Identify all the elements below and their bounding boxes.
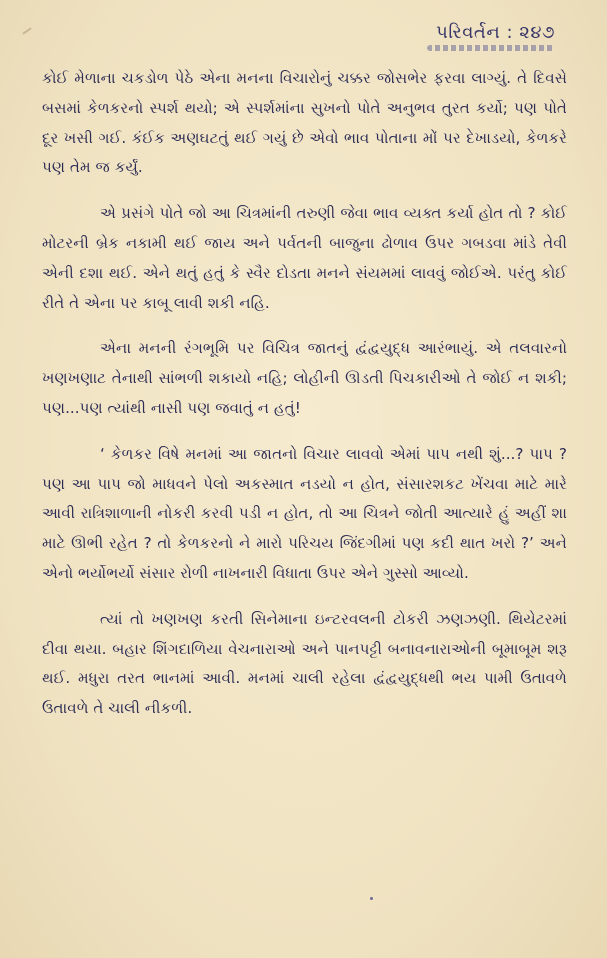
running-head: પરિવર્તન : ૨૪૭ <box>436 22 555 43</box>
header-ornament-rule <box>427 45 555 51</box>
paragraph-4: ‘ કેળકર વિષે મનમાં આ જાતનો વિચાર લાવવો એમાં પાપ નથી શું...? પાપ ? પણ આ પાપ જો માધવને પેલો અકસ્માત નડયો ન હોત, સંસારશકટ ખેંચવા માટે મારે આવી રાત્રિશાળાની નોકરી કરવી પડી ન હોત, તો આ ચિત્રને જોતી આત્યારે હું અહીં શા માટે ઊભી રહેત ? તો કેળકરનો ને મારો પરિચય જિંદગીમાં પણ કદી થાત ખરો ?’ અને એનો ભર્યોભર્યો સંસાર રોળી નાખનારી વિધાતા ઉપર એને ગુસ્સો આવ્યો. <box>42 444 567 582</box>
paragraph-3: એના મનની રંગભૂમિ પર વિચિત્ર જાતનું દ્વંદ્વયુદ્ધ આરંભાયું. એ તલવારનો ખણખણાટ તેનાથી સાંભળી શકાયો નહિ; લોહીની ઊડતી પિચકારીઓ તે જોઈ ન શકી; પણ...પણ ત્યાંથી નાસી પણ જવાતું ન હતું! <box>42 339 567 417</box>
paragraph-2: એ પ્રસંગે પોતે જો આ ચિત્રમાંની તરુણી જેવા ભાવ વ્યક્ત કર્યા હોત તો ? કોઈ મોટરની બ્રેક નકામી થઈ જાય અને પર્વતની બાજુના ઢોળાવ ઉપર ગબડવા માંડે તેવી એની દશા થઈ. એને થતું હતું કે સ્વૈર દોડતા મનને સંયમમાં લાવવું જોઈએ. પરંતુ કોઈ રીતે તે એના પર કાબૂ લાવી શકી નહિ. <box>42 204 567 312</box>
paragraph-1: કોઈ મેળાના ચકડોળ પેઠે એના મનના વિચારોનું ચક્કર જોસભેર ફરવા લાગ્યું. તે દિવસે બસમાં કેળકરનો સ્પર્શ થયો; એ સ્પર્શમાંના સુખનો પોતે અનુભવ તુરત કર્યો; પણ પોતે દૂર ખસી ગઈ. કંઈક અણઘટતું થઈ ગયું છે એવો ભાવ પોતાના મોં પર દેખાડયો, કેળકરે પણ તેમ જ કર્યું. <box>42 69 567 177</box>
page-header <box>427 22 555 51</box>
paper-mark <box>22 27 31 34</box>
body-text <box>42 64 567 740</box>
footer-dot <box>370 897 373 900</box>
paragraph-5: ત્યાં તો ખણખણ કરતી સિનેમાના ઇન્ટરવલની ટોકરી ઝણઝણી. થિયેટરમાં દીવા થયા. બહાર શિંગદાળિયા વેચનારાઓ અને પાનપટ્ટી બનાવનારાઓની બૂમાબૂમ શરૂ થઈ. મધુરા તરત ભાનમાં આવી. મનમાં ચાલી રહેલા દ્વંદ્વયુદ્ધથી ભય પામી ઉતાવળે ઉતાવળે તે ચાલી નીકળી. <box>42 609 567 718</box>
